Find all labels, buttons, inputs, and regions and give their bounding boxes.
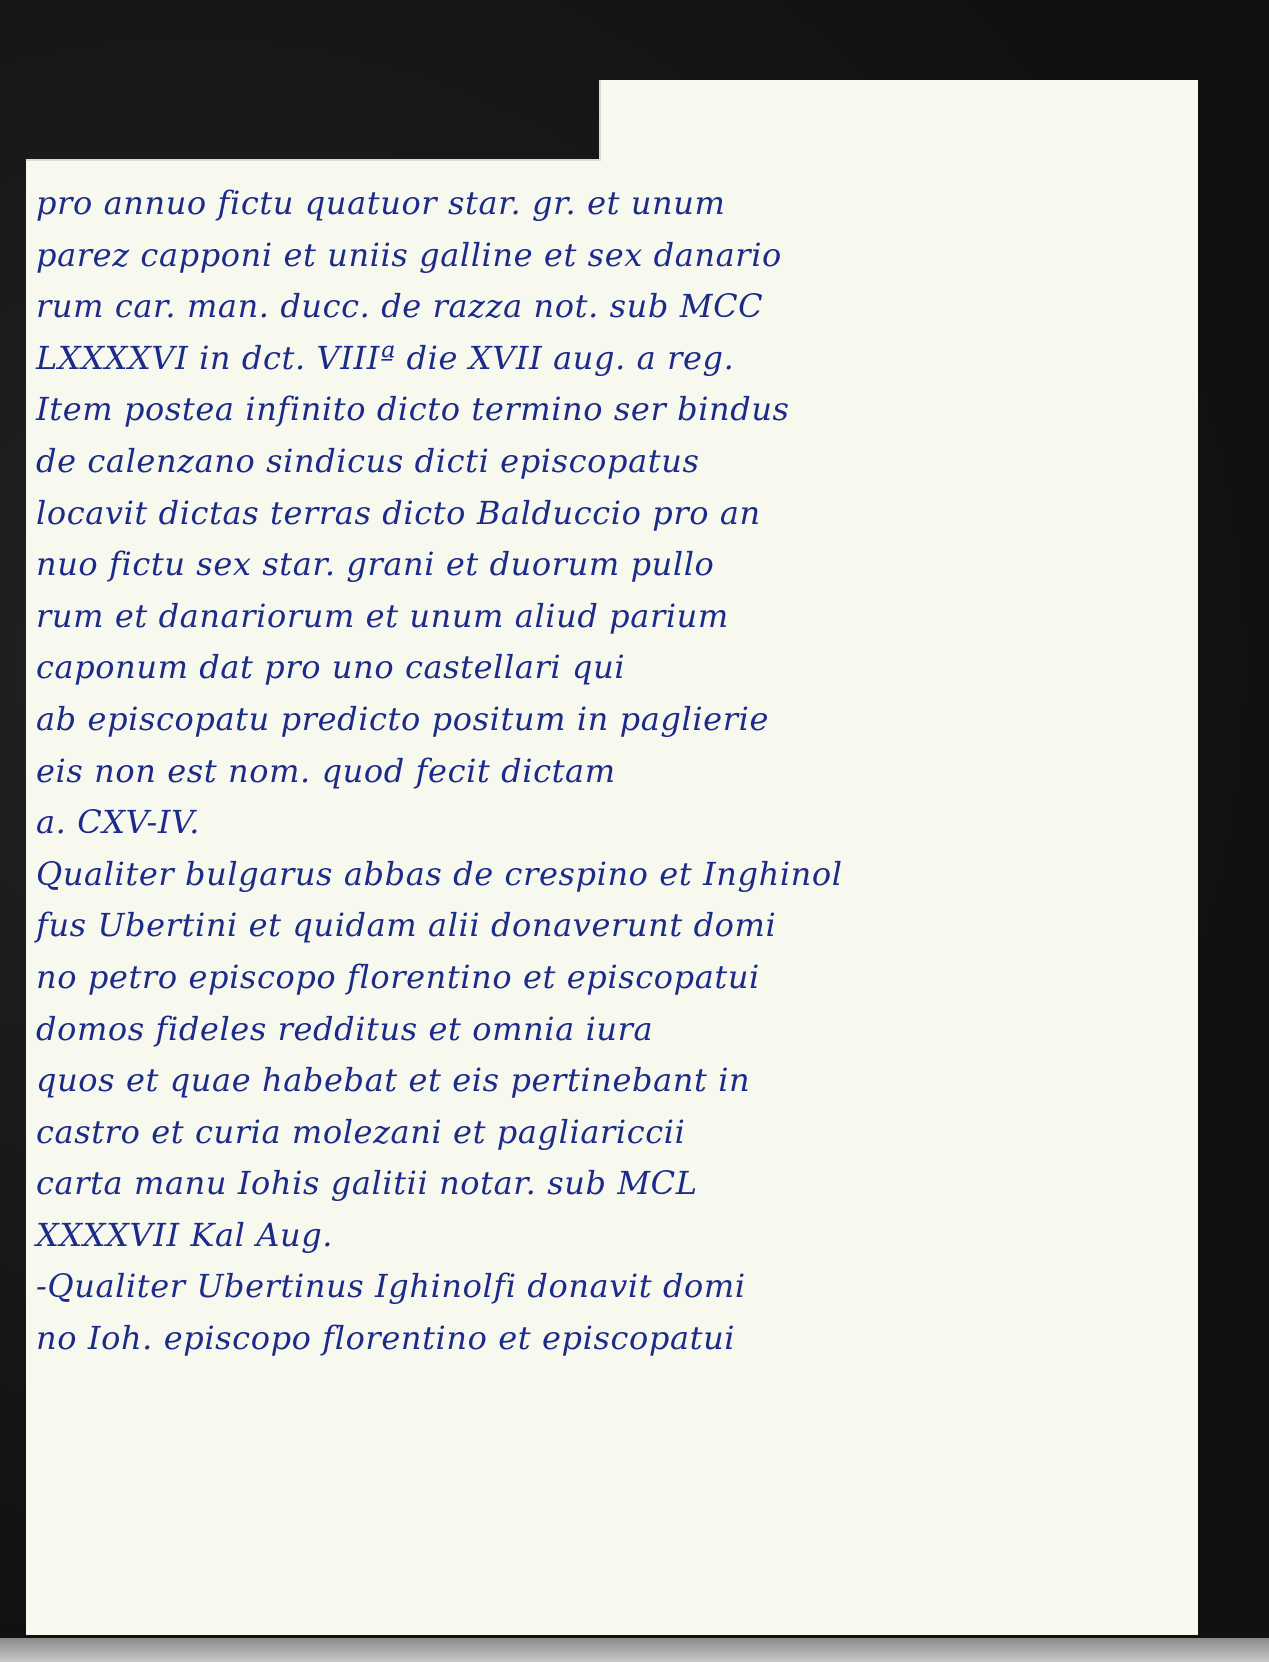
scan-bottom-strip [0,1638,1269,1662]
text-line: domos fideles redditus et omnia iura [36,1009,654,1048]
text-line: Qualiter bulgarus abbas de crespino et Inghinol [36,854,843,893]
text-line: LXXXXVI in dct. VIIIª die XVII aug. a reg. [36,338,735,377]
text-line: pro annuo fictu quatuor star. gr. et unum [36,184,726,222]
text-line: Item postea infinito dicto termino ser bindus [36,390,790,429]
text-line: quos et quae habebat et eis pertinebant in [36,1061,751,1100]
text-line: no petro episcopo florentino et episcopatui [36,957,760,996]
text-line: castro et curia molezani et pagliariccii [36,1112,686,1151]
text-line: locavit dictas terras dicto Balduccio pro an [36,493,761,532]
text-line: no Ioh. episcopo florentino et episcopatui [36,1319,736,1358]
text-line: eis non est nom. quod fecit dictam [36,751,616,790]
text-line: -Qualiter Ubertinus Ighinolfi donavit domi [36,1267,746,1306]
text-line: parez capponi et uniis galline et sex danario [36,235,782,274]
handwritten-text [36,178,1186,1365]
text-line: caponum dat pro uno castellari qui [36,648,626,687]
text-line: XXXXVII Kal Aug. [36,1215,334,1254]
text-line: a. CXV-IV. [36,803,200,842]
text-line: fus Ubertini et quidam alii donaverunt domi [36,906,777,945]
text-line: rum car. man. ducc. de razza not. sub MCC [36,287,764,326]
text-line: ab episcopatu predicto positum in paglierie [36,699,769,738]
text-line: de calenzano sindicus dicti episcopatus [36,441,700,480]
text-line: nuo fictu sex star. grani et duorum pullo [36,545,715,584]
text-line: rum et danariorum et unum aliud parium [36,596,729,635]
text-line: carta manu Iohis galitii notar. sub MCL [36,1164,698,1203]
